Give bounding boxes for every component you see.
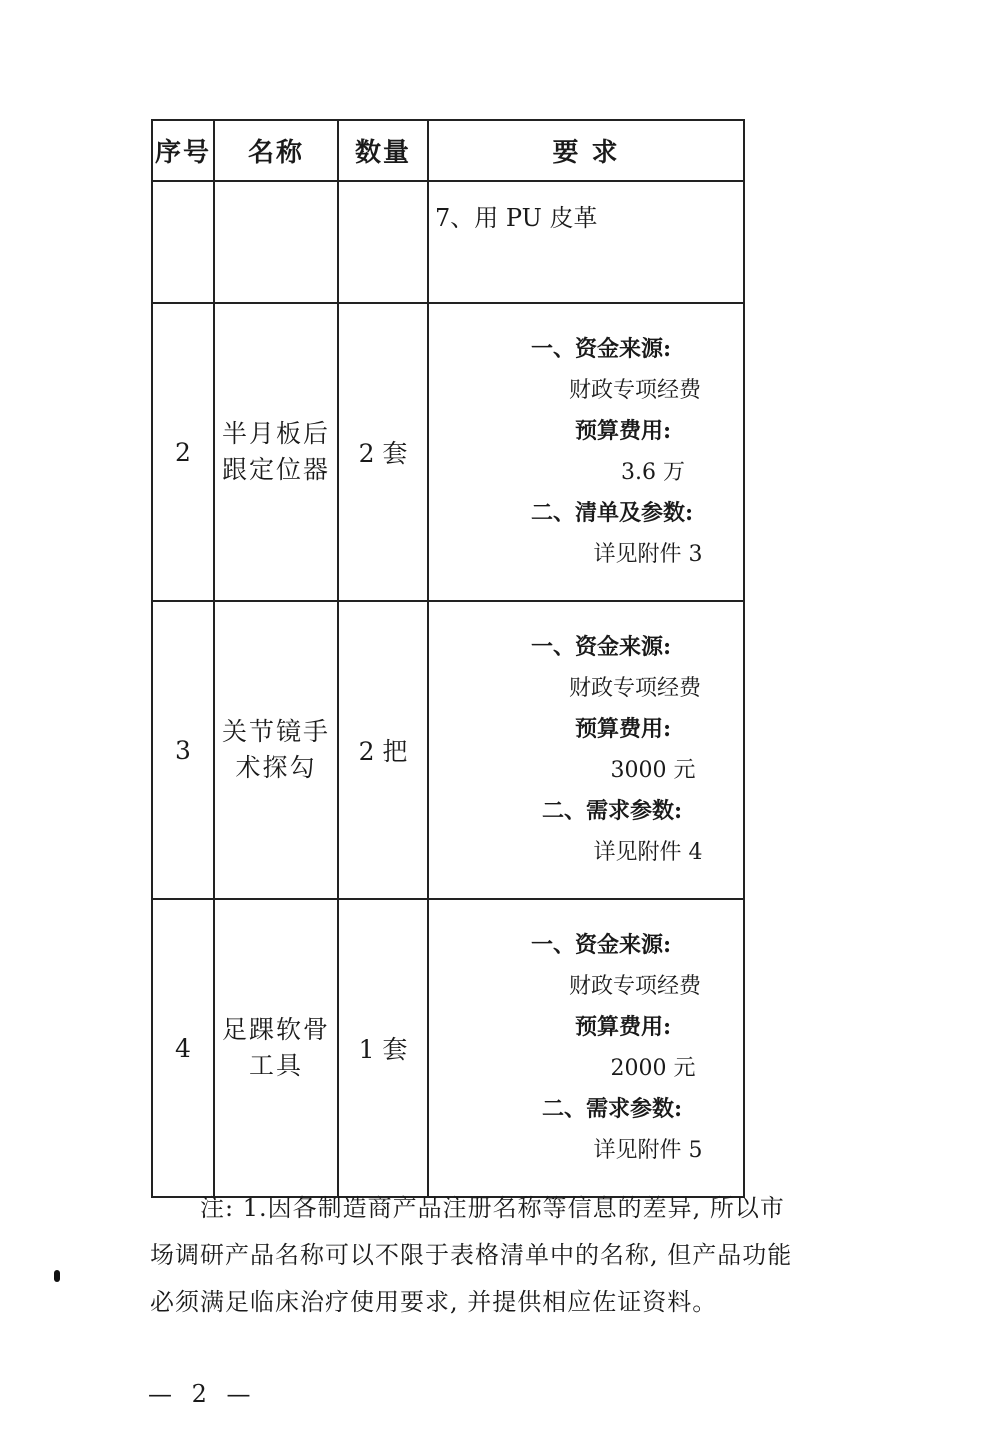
budget-heading: 预算费用: — [574, 1014, 672, 1040]
cell-name — [214, 181, 338, 303]
cell-quantity: 2 套 — [338, 303, 428, 601]
cell-number: 2 — [152, 303, 214, 601]
footnote-line: 必须满足临床治疗使用要求, 并提供相应佐证资料。 — [150, 1288, 718, 1316]
cell-number — [152, 181, 214, 303]
cell-quantity: 1 套 — [338, 899, 428, 1197]
funds-value: 财政专项经费 — [568, 974, 701, 999]
budget-heading: 预算费用: — [574, 716, 672, 742]
header-requirements: 要 求 — [428, 120, 744, 181]
budget-value: 3000 元 — [610, 758, 696, 783]
cell-name — [214, 601, 338, 899]
name-line: 术探勾 — [235, 753, 317, 782]
header-quantity: 数量 — [338, 120, 428, 181]
cell-requirement — [428, 899, 744, 1197]
cell-requirement: 7、用 PU 皮革 — [428, 181, 744, 303]
table-row-continuation — [152, 181, 744, 303]
header-serial-number: 序号 — [152, 120, 214, 181]
funds-heading: 一、资金来源: — [530, 336, 672, 362]
funds-heading: 一、资金来源: — [530, 634, 672, 660]
funds-heading: 一、资金来源: — [530, 932, 672, 958]
cell-name — [214, 303, 338, 601]
name-line: 工具 — [248, 1051, 303, 1080]
name-line: 跟定位器 — [221, 455, 330, 484]
name-line: 关节镜手 — [221, 717, 330, 746]
params-value: 详见附件 5 — [593, 1138, 703, 1163]
params-value: 详见附件 3 — [593, 542, 703, 567]
page-number: — 2 — — [148, 1380, 257, 1408]
table-row — [152, 303, 744, 601]
cell-number: 3 — [152, 601, 214, 899]
budget-heading: 预算费用: — [574, 418, 672, 444]
name-line: 半月板后 — [221, 419, 330, 448]
header-name: 名称 — [214, 120, 338, 181]
cell-name — [214, 899, 338, 1197]
budget-value: 3.6 万 — [621, 460, 685, 485]
budget-value: 2000 元 — [610, 1056, 696, 1081]
scan-mark — [54, 1270, 60, 1282]
procurement-table — [151, 119, 745, 1198]
table-header-row — [152, 120, 744, 181]
cell-number: 4 — [152, 899, 214, 1197]
footnote-line: 注: 1.因各制造商产品注册名称等信息的差异, 所以市 — [200, 1194, 785, 1222]
params-heading: 二、需求参数: — [541, 1096, 683, 1122]
table-row — [152, 899, 744, 1197]
cell-requirement — [428, 601, 744, 899]
table-row — [152, 601, 744, 899]
name-line: 足踝软骨 — [221, 1015, 330, 1044]
params-heading: 二、需求参数: — [541, 798, 683, 824]
footnote-line: 场调研产品名称可以不限于表格清单中的名称, 但产品功能 — [150, 1241, 793, 1269]
cell-requirement — [428, 303, 744, 601]
params-heading: 二、清单及参数: — [530, 500, 694, 526]
params-value: 详见附件 4 — [593, 840, 703, 865]
funds-value: 财政专项经费 — [568, 378, 701, 403]
cell-quantity — [338, 181, 428, 303]
funds-value: 财政专项经费 — [568, 676, 701, 701]
cell-quantity: 2 把 — [338, 601, 428, 899]
footnote — [150, 1185, 850, 1326]
